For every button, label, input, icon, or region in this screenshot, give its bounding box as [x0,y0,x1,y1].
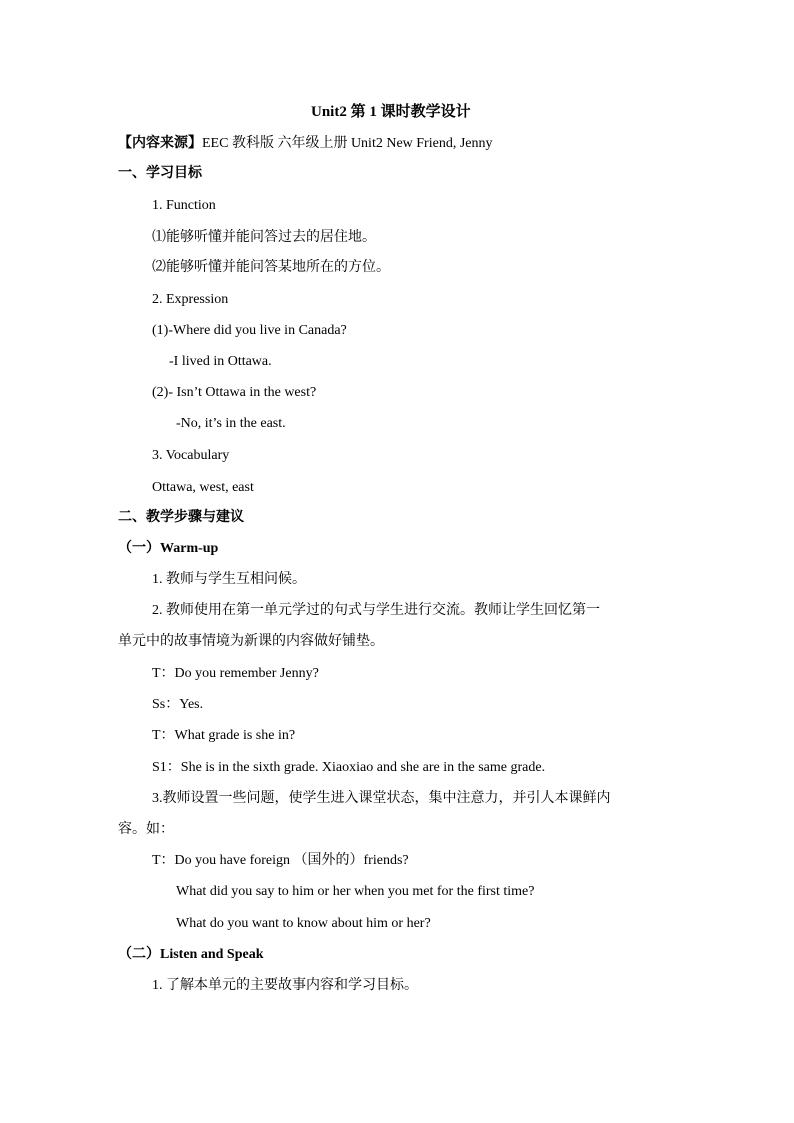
objective-line: 1. Function [152,198,216,213]
warmup-line: 2. 教师使用在第一单元学过的句式与学生进行交流。教师让学生回忆第一 [152,603,600,618]
objective-line: -I lived in Ottawa. [169,354,272,369]
listen-line: 1. 了解本单元的主要故事内容和学习目标。 [152,978,418,993]
content-source-line [118,134,492,154]
objective-line: 2. Expression [152,292,229,307]
objective-line: Ottawa, west, east [152,480,254,495]
objective-line: ⑴能够听懂并能问答过去的居住地。 [152,230,376,245]
dialogue-line: T：Do you have foreign （国外的）friends? [152,853,409,868]
subsection-heading-listen-speak: （二）Listen and Speak [118,947,264,962]
dialogue-line: Ss：Yes. [152,697,204,712]
objective-line: -No, it’s in the east. [176,416,286,431]
dialogue-line: T：What grade is she in? [152,728,296,743]
section-heading-objectives: 一、学习目标 [118,166,202,181]
objective-line: 3. Vocabulary [152,448,230,463]
warmup-line: 容。如： [118,822,174,837]
content-source-label: 【内容来源】 [118,136,202,151]
subsection-heading-warmup: （一）Warm-up [118,541,219,556]
content-source-text: EEC 教科版 六年级上册 Unit2 New Friend, Jenny [202,136,493,151]
dialogue-line: What do you want to know about him or her? [176,916,431,931]
dialogue-line: T：Do you remember Jenny? [152,666,319,681]
objective-line: ⑵能够听懂并能问答某地所在的方位。 [152,260,390,275]
objective-line: (2)- Isn’t Ottawa in the west? [152,385,317,400]
document-title: Unit2 第 1 课时教学设计 [311,104,471,120]
warmup-line: 单元中的故事情境为新课的内容做好铺垫。 [118,634,384,649]
warmup-line: 1. 教师与学生互相问候。 [152,572,306,587]
objective-line: (1)-Where did you live in Canada? [152,323,347,338]
dialogue-line: What did you say to him or her when you met for the first time? [176,884,535,899]
dialogue-line: S1：She is in the sixth grade. Xiaoxiao and she are in the same grade. [152,760,546,775]
warmup-line: 3.教师设置一些问题，使学生进入课堂状态，集中注意力，并引人本课鲜内 [152,791,611,806]
section-heading-steps: 二、教学步骤与建议 [118,510,244,525]
